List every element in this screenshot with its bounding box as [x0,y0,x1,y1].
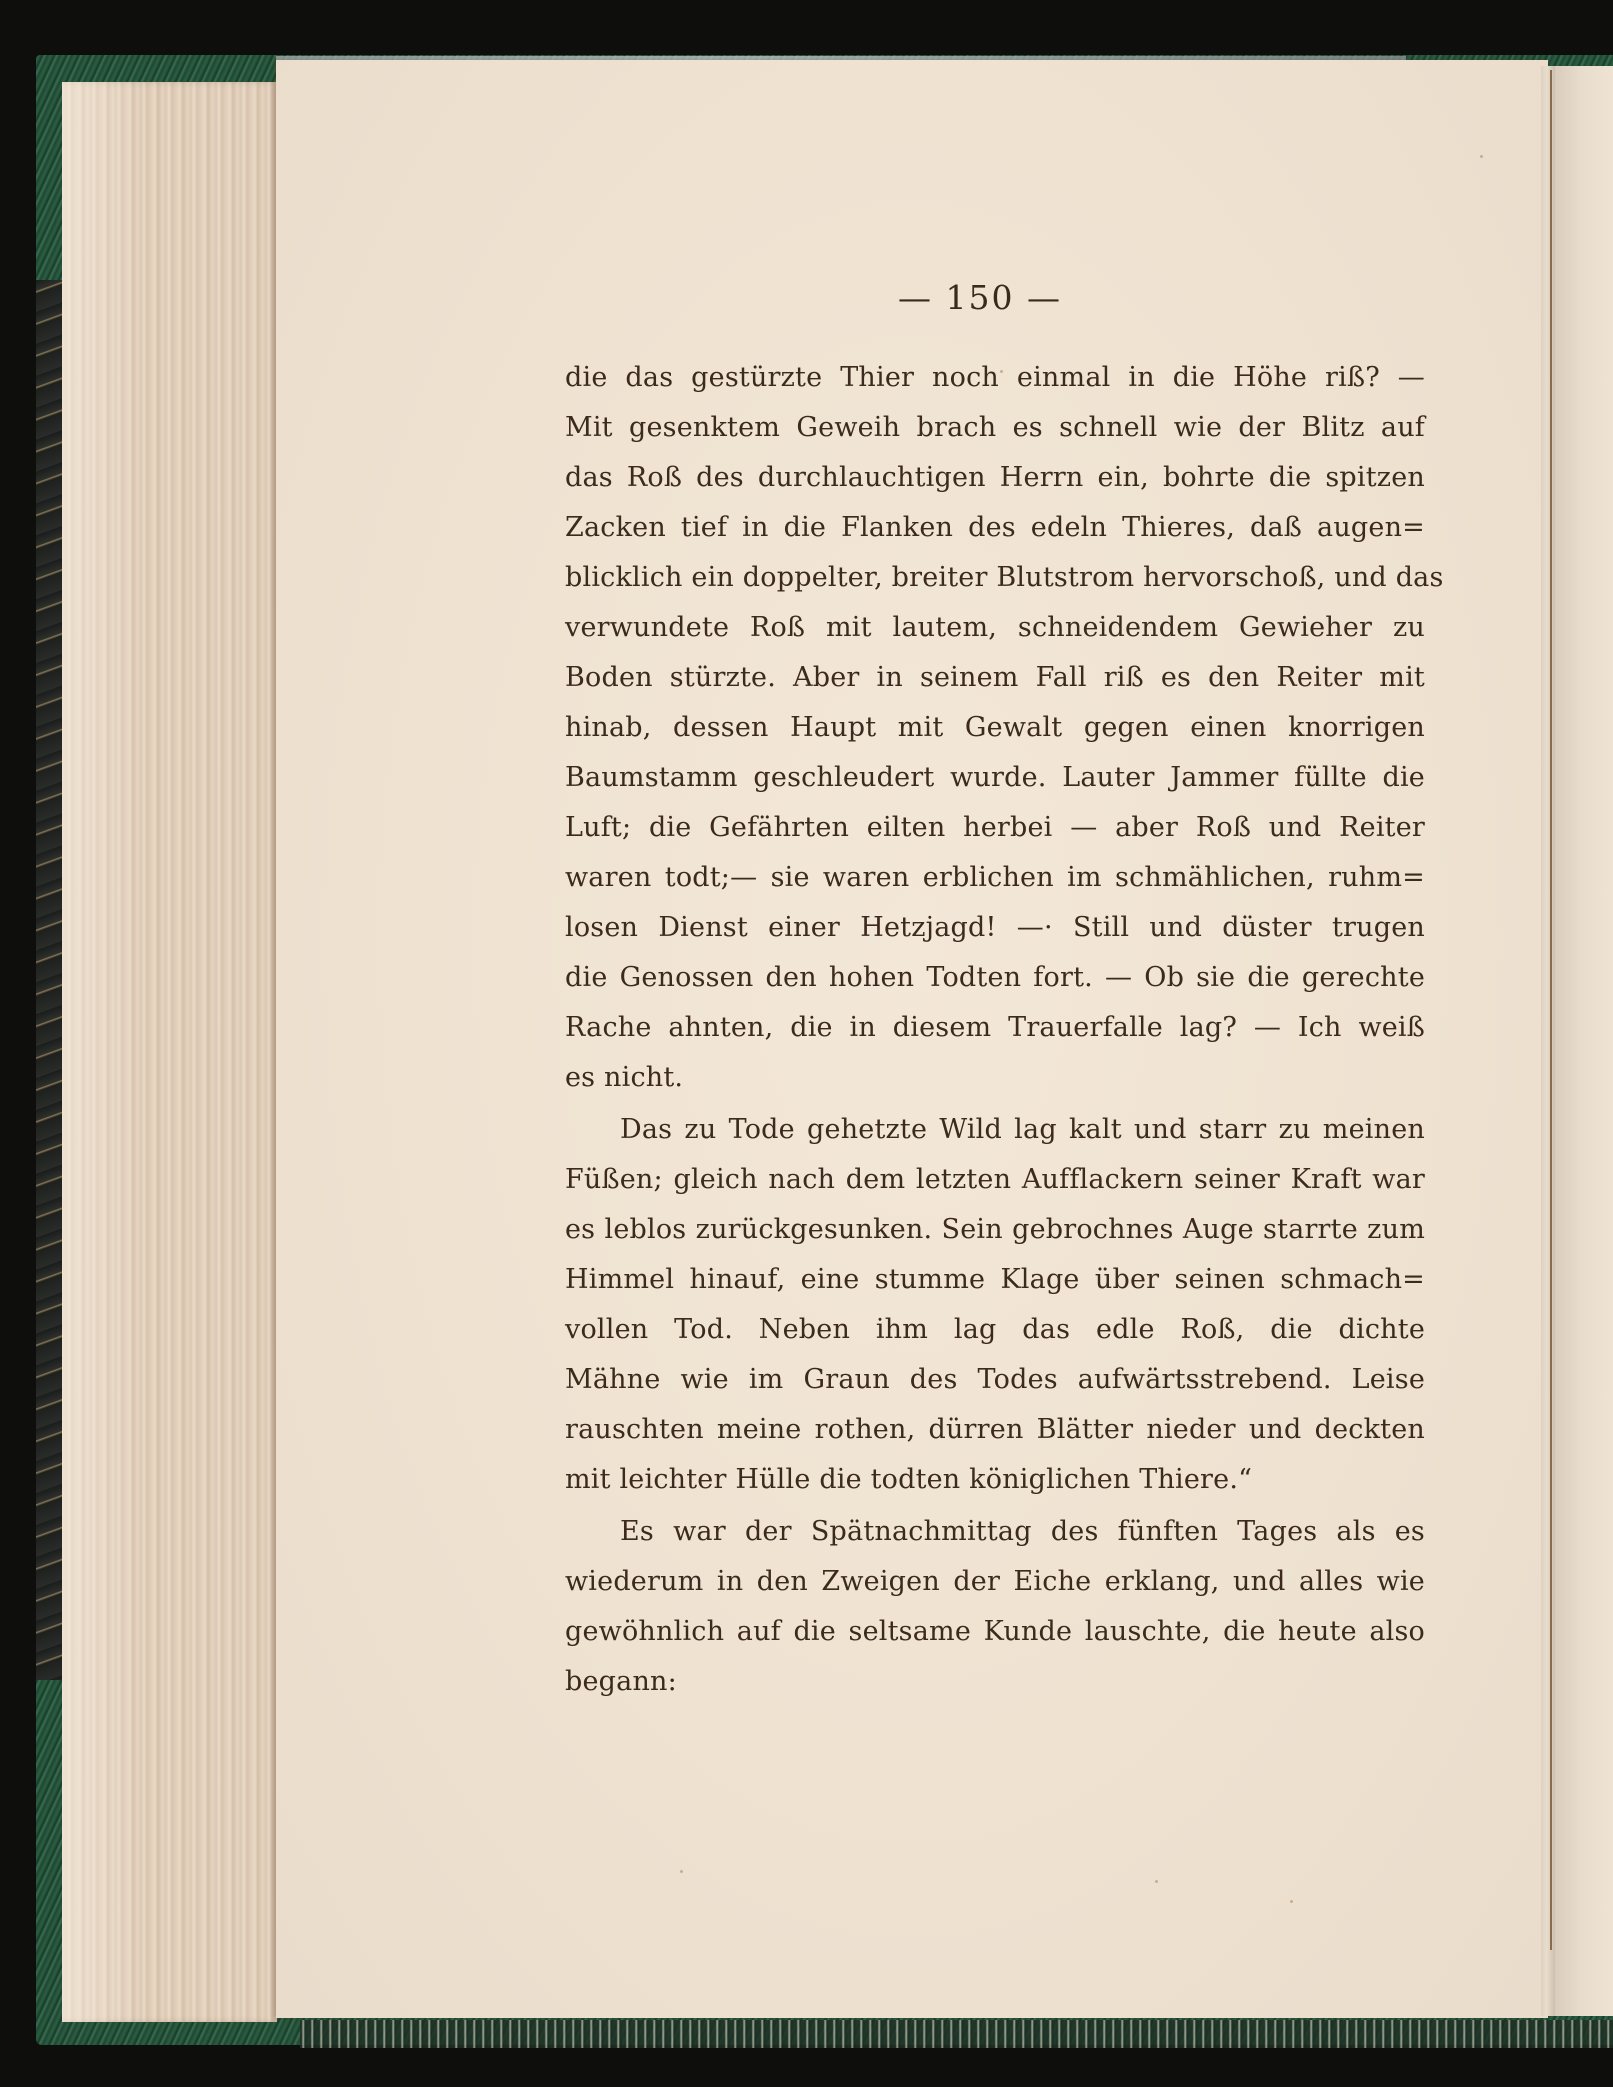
cover-bottom-edge [300,2020,1613,2048]
text-line: Füßen; gleich nach dem letzten Aufflackern seiner Kraft war [565,1164,1425,1195]
text-line: blicklich ein doppelter, breiter Blutstrom hervorschoß, und das [565,562,1444,593]
text-line: Boden stürzte. Aber in seinem Fall riß es den Reiter mit [565,662,1425,693]
facing-page-sliver [1555,66,1613,2016]
text-line: die das gestürzte Thier noch einmal in die Höhe riß? — [565,362,1425,393]
text-line: hinab, dessen Haupt mit Gewalt gegen einen knorrigen [565,712,1425,743]
page-edge-highlight [62,82,142,2022]
text-line: losen Dienst einer Hetzjagd! —· Still und düster trugen [565,912,1425,943]
text-line: Rache ahnten, die in diesem Trauerfalle lag? — Ich weiß [565,1012,1425,1043]
text-line: Mähne wie im Graun des Todes aufwärtsstrebend. Leise [565,1364,1425,1395]
text-line: das Roß des durchlauchtigen Herrn ein, bohrte die spitzen [565,462,1425,493]
text-line: Luft; die Gefährten eilten herbei — aber Roß und Reiter [565,812,1425,843]
paper-speck [1155,1880,1158,1883]
text-line-paragraph-end: begann: [565,1666,677,1697]
paper-speck [680,1870,683,1873]
text-line-paragraph-start: Das zu Tode gehetzte Wild lag kalt und starr zu meinen [620,1114,1425,1145]
text-line: die Genossen den hohen Todten fort. — Ob sie die gerechte [565,962,1425,993]
text-line-paragraph-end: mit leichter Hülle die todten königlichen Thiere.“ [565,1464,1253,1495]
text-line: Himmel hinauf, eine stumme Klage über seinen schmach= [565,1264,1425,1295]
page-number: — 150 — [898,278,1062,317]
text-line: waren todt;— sie waren erblichen im schmählichen, ruhm= [565,862,1425,893]
text-line: wiederum in den Zweigen der Eiche erklang, und alles wie [565,1566,1425,1597]
text-line: Zacken tief in die Flanken des edeln Thieres, daß augen= [565,512,1425,543]
text-line: gewöhnlich auf die seltsame Kunde lauschte, die heute also [565,1616,1425,1647]
text-line: verwundete Roß mit lautem, schneidendem Gewieher zu [565,612,1425,643]
text-line: rauschten meine rothen, dürren Blätter nieder und deckten [565,1414,1425,1445]
paper-speck [1480,155,1483,158]
text-line-paragraph-end: es nicht. [565,1062,684,1093]
text-line: vollen Tod. Neben ihm lag das edle Roß, die dichte [565,1314,1425,1345]
paper-speck [1290,1900,1293,1903]
background-bottom [36,2048,1613,2087]
gutter-line [1550,70,1552,1950]
text-line: Mit gesenktem Geweih brach es schnell wie der Blitz auf [565,412,1425,443]
text-line-paragraph-start: Es war der Spätnachmittag des fünften Tages als es [620,1516,1425,1547]
text-line: Baumstamm geschleudert wurde. Lauter Jammer füllte die [565,762,1425,793]
gutter-fold [1541,66,1555,2016]
text-line: es leblos zurückgesunken. Sein gebrochnes Auge starrte zum [565,1214,1425,1245]
